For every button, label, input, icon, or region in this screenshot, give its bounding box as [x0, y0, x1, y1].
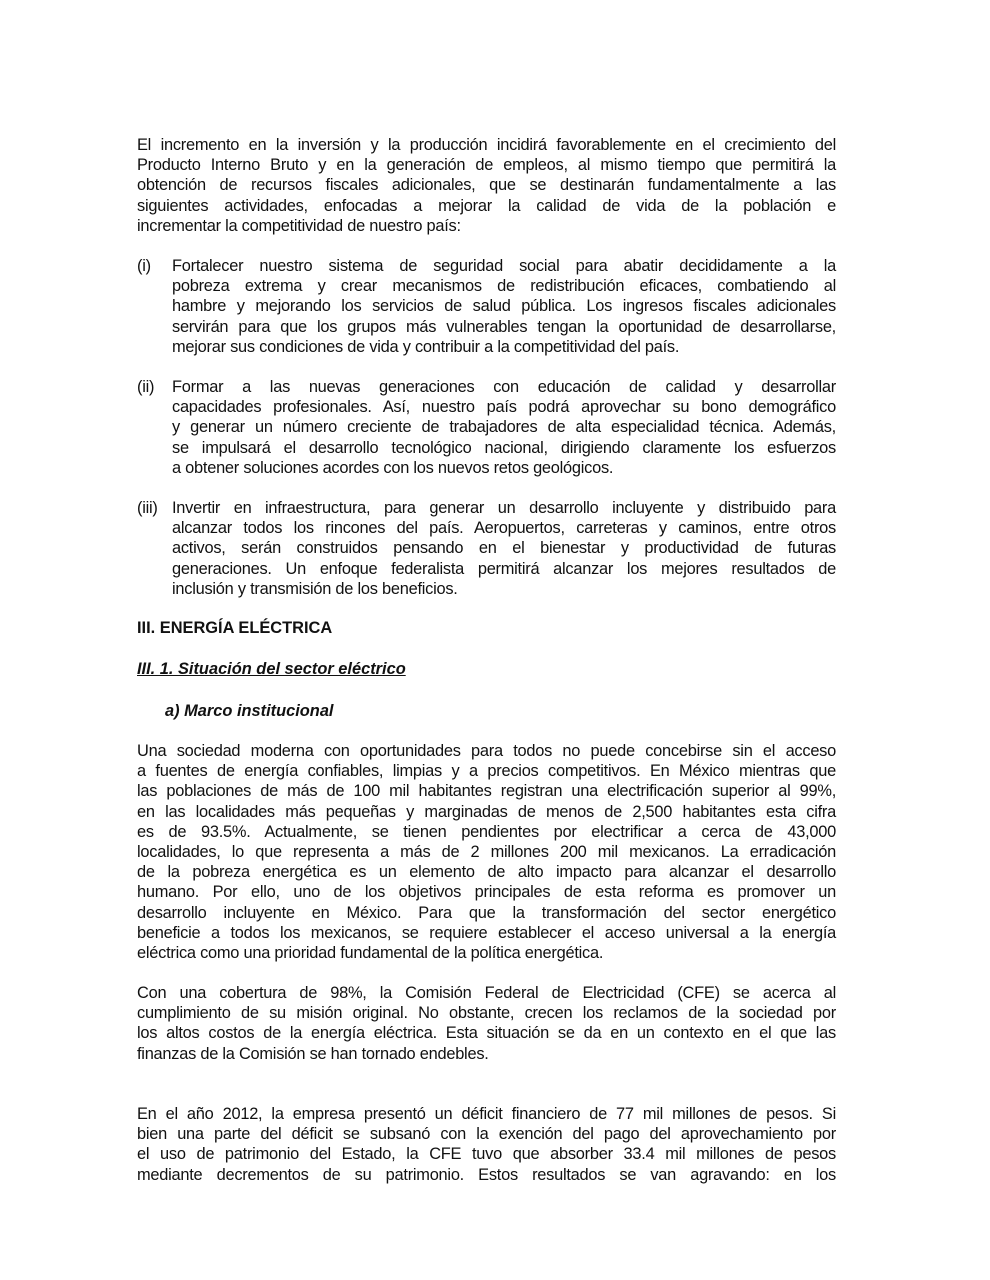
intro-paragraph: [137, 135, 836, 236]
text-line: incrementar la competitividad de nuestro país:: [137, 216, 461, 235]
subsection-heading: III. 1. Situación del sector eléctrico: [137, 660, 406, 678]
text-line: de la pobreza energética es un elemento de alto impacto para alcanzar el desarrollo: [137, 863, 836, 882]
text-line: Con una cobertura de 98%, la Comisión Federal de Electricidad (CFE) se acerca al: [137, 984, 836, 1002]
text-line: obtención de recursos fiscales adicionales, que se destinarán fundamentalmente a las: [137, 176, 836, 195]
text-line: los altos costos de la energía eléctrica. Esta situación se da en un contexto en el que las: [137, 1024, 836, 1043]
body-paragraph: [137, 983, 836, 1064]
body-paragraph: [137, 1104, 836, 1185]
text-line: y generar un número creciente de trabajadores de alta especialidad técnica. Además,: [172, 418, 836, 437]
text-line: bien una parte del déficit se subsanó con la exención del pago del aprovechamiento por: [137, 1125, 836, 1144]
text-line: a obtener soluciones acordes con los nuevos retos geológicos.: [172, 458, 614, 477]
list-item-number: (iii): [137, 499, 158, 517]
text-line: localidades, lo que representa a más de 2 millones 200 mil mexicanos. La erradicación: [137, 843, 836, 862]
list-item: [137, 498, 836, 599]
text-line: se impulsará el desarrollo tecnológico nacional, dirigiendo claramente los esfuerzos: [172, 438, 836, 457]
text-line: beneficie a todos los mexicanos, se requiere establecer el acceso universal a la energía: [137, 923, 836, 942]
text-line: Una sociedad moderna con oportunidades para todos no puede concebirse sin el acceso: [137, 742, 836, 760]
text-line: activos, serán construidos pensando en el bienestar y productividad de futuras: [172, 539, 836, 558]
text-line: eléctrica como una prioridad fundamental de la política energética.: [137, 944, 604, 963]
text-line: Fortalecer nuestro sistema de seguridad social para abatir decididamente a la: [172, 257, 836, 275]
text-line: siguientes actividades, enfocadas a mejorar la calidad de vida de la población e: [137, 196, 836, 215]
text-line: servirán para que los grupos más vulnerables tengan la oportunidad de desarrollarse,: [172, 317, 836, 336]
text-line: pobreza extrema y crear mecanismos de redistribución eficaces, combatiendo al: [172, 277, 836, 296]
text-line: mejorar sus condiciones de vida y contribuir a la competitividad del país.: [172, 337, 680, 356]
text-line: En el año 2012, la empresa presentó un déficit financiero de 77 mil millones de pesos. Si: [137, 1105, 836, 1123]
text-line: mediante decrementos de su patrimonio. Estos resultados se van agravando: en los: [137, 1165, 836, 1184]
text-line: hambre y mejorando los servicios de salud pública. Los ingresos fiscales adicionales: [172, 297, 836, 316]
text-line: alcanzar todos los rincones del país. Aeropuertos, carreteras y caminos, entre otros: [172, 519, 836, 538]
text-line: El incremento en la inversión y la producción incidirá favorablemente en el crecimiento del: [137, 136, 836, 154]
text-line: capacidades profesionales. Así, nuestro país podrá aprovechar su bono demográfico: [172, 398, 836, 417]
text-line: Invertir en infraestructura, para generar un desarrollo incluyente y distribuido para: [172, 499, 836, 517]
text-line: Formar a las nuevas generaciones con educación de calidad y desarrollar: [172, 378, 836, 396]
text-line: las poblaciones de más de 100 mil habitantes registran una electrificación superior al 99%,: [137, 782, 836, 801]
text-line: es de 93.5%. Actualmente, se tienen pendientes por electrificar a cerca de 43,000: [137, 822, 836, 841]
text-line: Producto Interno Bruto y en la generación de empleos, al mismo tiempo que permitirá la: [137, 156, 836, 175]
text-line: el uso de patrimonio del Estado, la CFE tuvo que absorber 33.4 mil millones de pesos: [137, 1145, 836, 1164]
text-line: humano. Por ello, uno de los objetivos principales de esta reforma es promover un: [137, 883, 836, 902]
list-item-number: (ii): [137, 378, 155, 396]
text-line: cumplimiento de su misión original. No obstante, crecen los reclamos de la sociedad por: [137, 1004, 836, 1023]
list-item-number: (i): [137, 257, 151, 275]
section-heading: III. ENERGÍA ELÉCTRICA: [137, 619, 333, 637]
text-line: a fuentes de energía confiables, limpias y a precios competitivos. En México mientras que: [137, 762, 836, 781]
text-line: inclusión y transmisión de los beneficios.: [172, 579, 458, 598]
text-line: generaciones. Un enfoque federalista permitirá alcanzar los mejores resultados de: [172, 559, 836, 578]
text-line: en las localidades más pequeñas y marginadas de menos de 2,500 habitantes esta cifra: [137, 802, 836, 821]
subsubsection-heading: a) Marco institucional: [165, 702, 334, 720]
body-paragraph: [137, 741, 836, 963]
list-item: [137, 377, 836, 478]
list-item: [137, 256, 836, 357]
text-line: desarrollo incluyente en México. Para que la transformación del sector energético: [137, 903, 836, 922]
text-line: finanzas de la Comisión se han tornado endebles.: [137, 1044, 489, 1063]
